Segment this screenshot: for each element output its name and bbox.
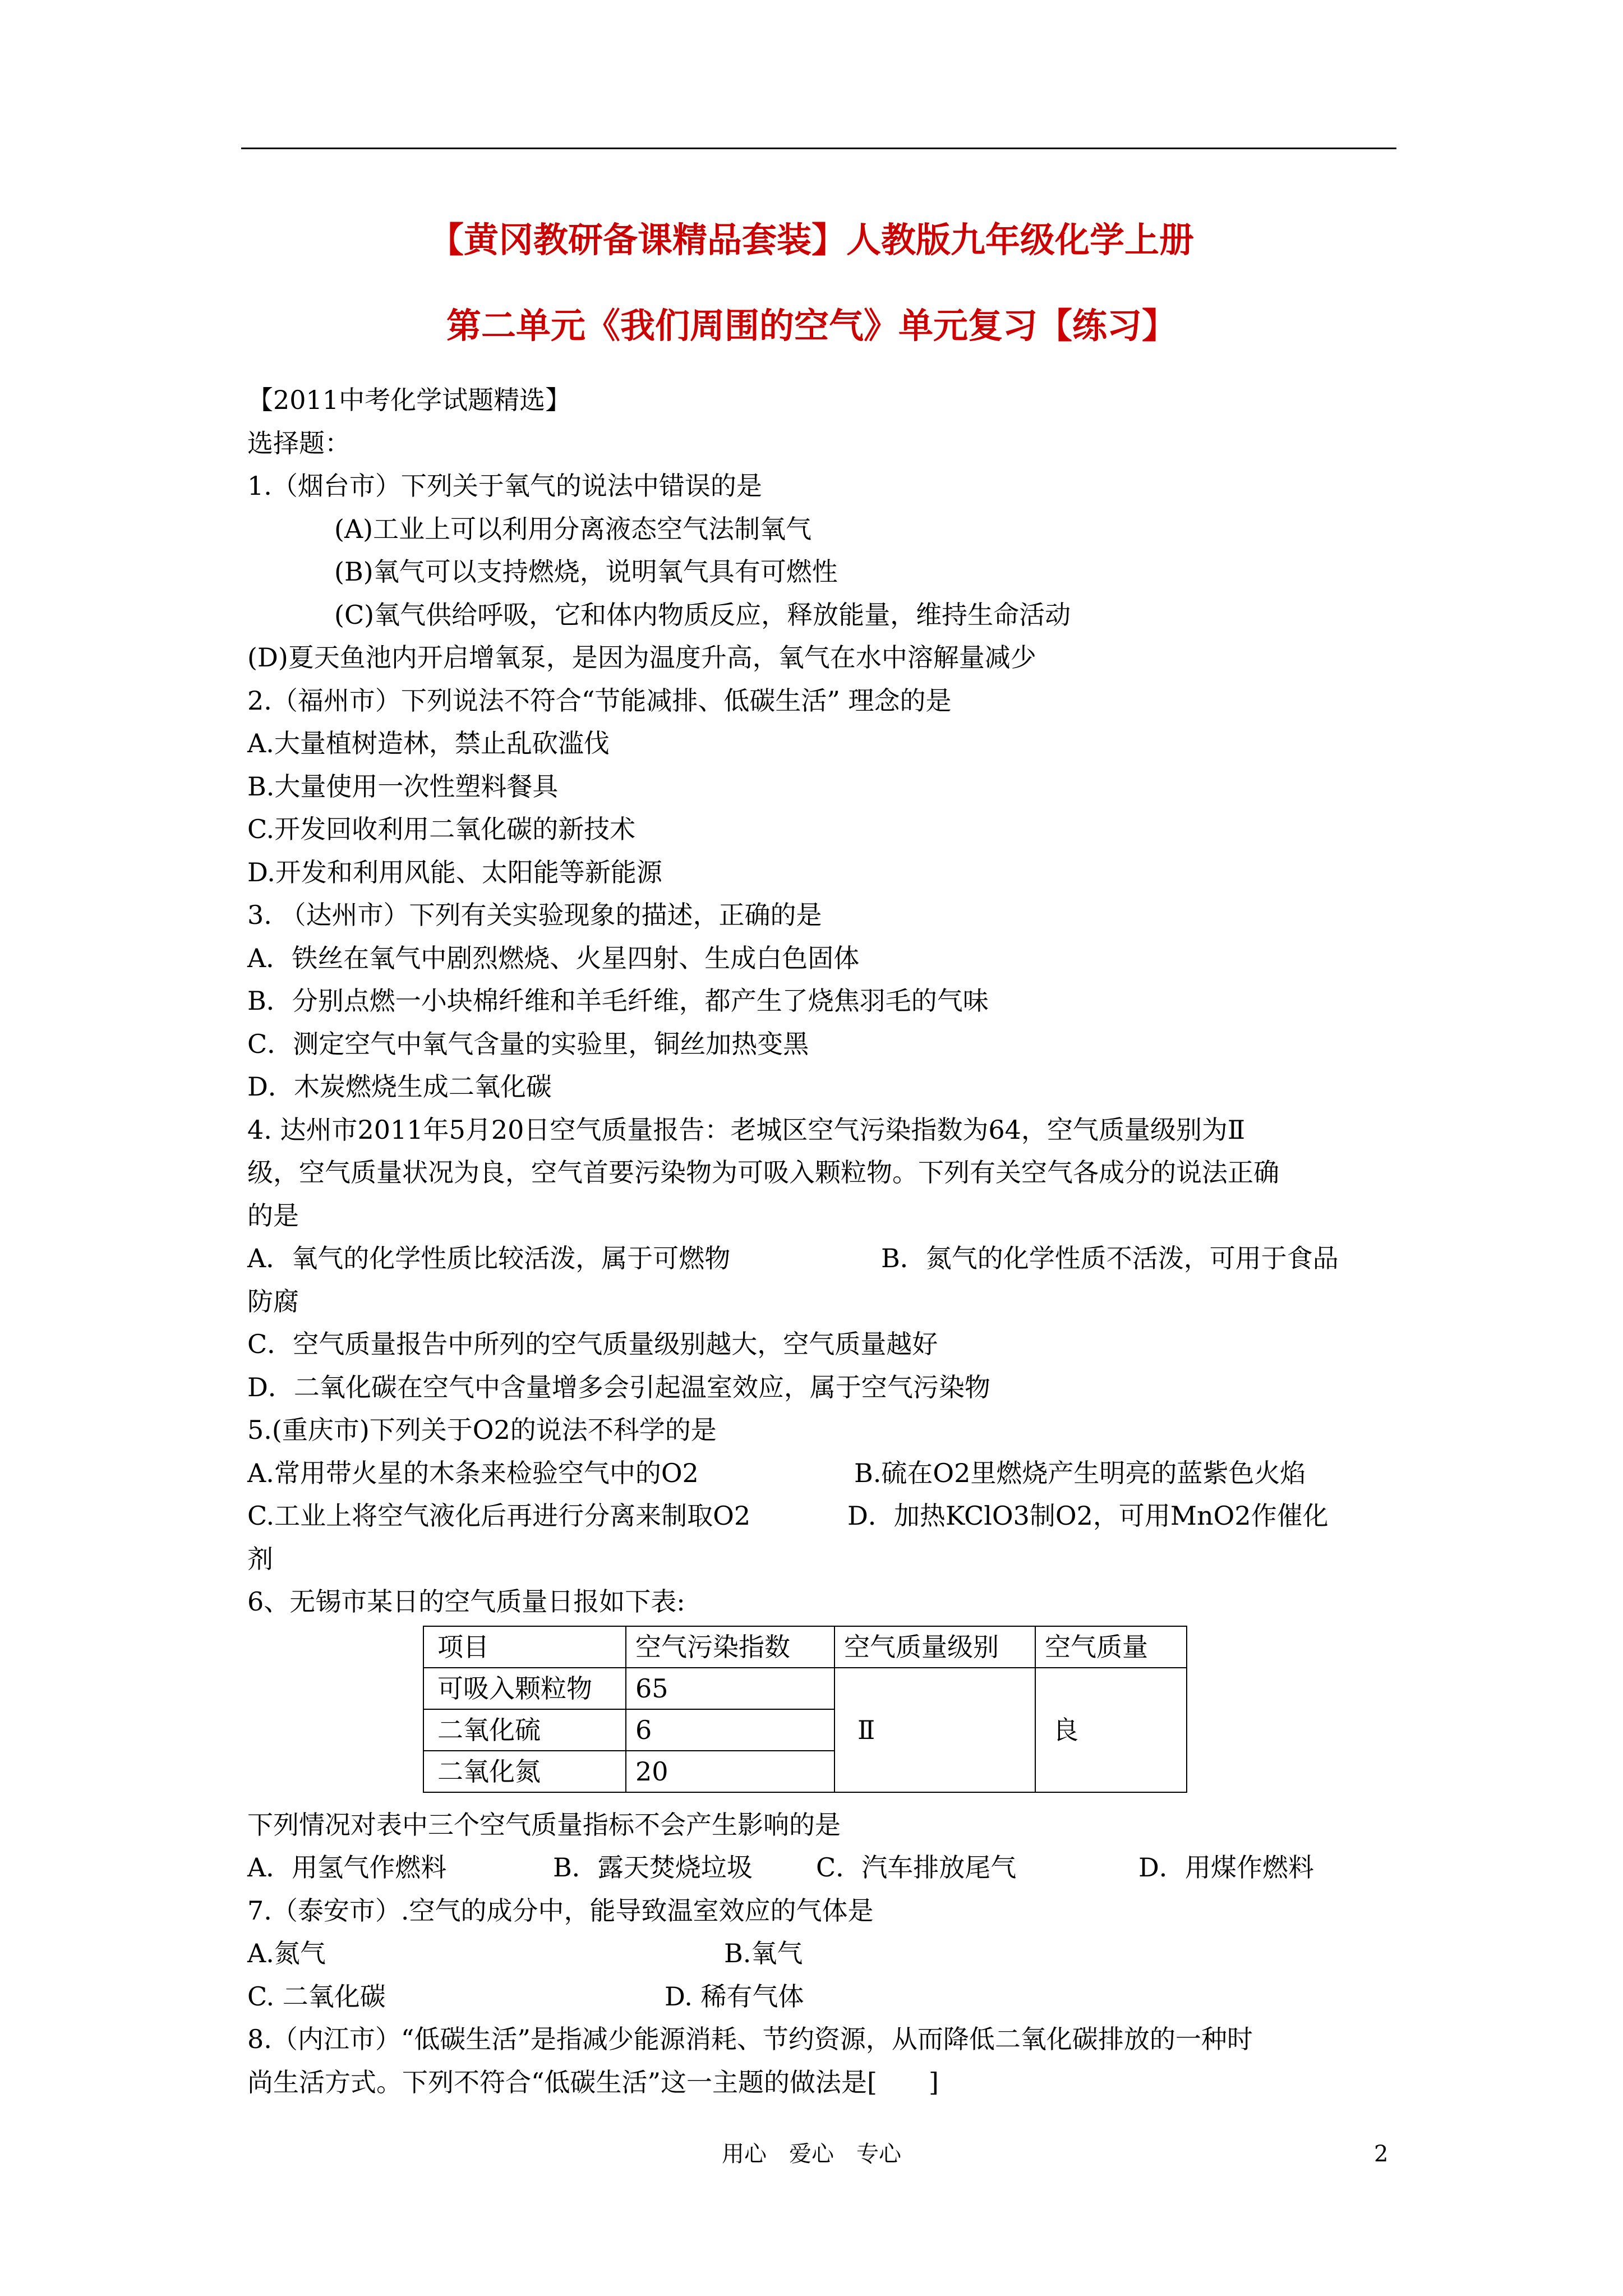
question-2-option-d: D.开发和利用风能、太阳能等新能源 — [247, 857, 662, 887]
question-6-option-b: B．露天焚烧垃圾 — [553, 1852, 753, 1883]
question-3-option-b: B．分别点燃一小块棉纤维和羊毛纤维，都产生了烧焦羽毛的气味 — [247, 986, 989, 1016]
question-5-option-d-continued: 剂 — [247, 1543, 273, 1574]
table-cell-quality: 良 — [1035, 1668, 1187, 1792]
table-header-cell: 项目 — [423, 1626, 626, 1668]
question-7-options-cd — [247, 1975, 1397, 2018]
document-body — [247, 379, 1397, 2104]
document-subtitle: 第二单元《我们周围的空气》单元复习【练习】 — [446, 305, 1177, 346]
question-4-option-a: A．氧气的化学性质比较活泼，属于可燃物 — [247, 1243, 731, 1273]
question-7-stem: 7.（泰安市）.空气的成分中，能导致温室效应的气体是 — [247, 1895, 874, 1926]
question-7-option-d: D. 稀有气体 — [665, 1981, 804, 2012]
table-cell-level: Ⅱ — [834, 1668, 1035, 1792]
question-8-stem-line-2: 尚生活方式。下列不符合“低碳生活”这一主题的做法是[ ] — [247, 2067, 939, 2097]
question-5-option-a: A.常用带火星的木条来检验空气中的O2 — [247, 1457, 699, 1488]
question-3-stem: 3. （达州市）下列有关实验现象的描述，正确的是 — [247, 900, 822, 930]
table-header-cell: 空气质量级别 — [834, 1626, 1035, 1668]
page-number: 2 — [1374, 2141, 1389, 2167]
question-1-option-b: (B)氧气可以支持燃烧，说明氧气具有可燃性 — [334, 556, 838, 587]
question-5-option-c: C.工业上将空气液化后再进行分离来制取O2 — [247, 1501, 751, 1531]
question-4-stem-line-3: 的是 — [247, 1200, 299, 1231]
table-cell-item: 可吸入颗粒物 — [423, 1668, 626, 1709]
question-8-stem-line-1: 8.（内江市）“低碳生活”是指减少能源消耗、节约资源，从而降低二氧化碳排放的一种时 — [247, 2024, 1253, 2054]
section-heading: 【2011中考化学试题精选】 — [247, 385, 571, 415]
question-1-option-c: (C)氧气供给呼吸，它和体内物质反应，释放能量，维持生命活动 — [334, 599, 1071, 630]
table-cell-index: 20 — [626, 1751, 834, 1792]
question-4-option-d: D．二氧化碳在空气中含量增多会引起温室效应，属于空气污染物 — [247, 1372, 990, 1402]
question-2-option-b: B.大量使用一次性塑料餐具 — [247, 771, 559, 802]
question-6-stem: 6、无锡市某日的空气质量日报如下表: — [247, 1586, 685, 1617]
question-5-options-cd — [247, 1494, 1397, 1538]
question-4-option-b-continued: 防腐 — [247, 1286, 299, 1317]
table-cell-index: 65 — [626, 1668, 834, 1709]
question-2-option-a: A.大量植树造林，禁止乱砍滥伐 — [247, 728, 610, 758]
question-7-option-a: A.氮气 — [247, 1938, 326, 1968]
question-type-label: 选择题： — [247, 427, 351, 458]
question-1-option-d: (D)夏天鱼池内开启增氧泵，是因为温度升高，氧气在水中溶解量减少 — [247, 642, 1036, 673]
air-quality-table — [423, 1626, 1187, 1793]
question-5-stem: 5.(重庆市)下列关于O2的说法不科学的是 — [247, 1415, 717, 1445]
question-6-follow-up: 下列情况对表中三个空气质量指标不会产生影响的是 — [247, 1809, 841, 1840]
question-7-options-ab — [247, 1932, 1397, 1975]
question-4-stem-line-2: 级，空气质量状况为良，空气首要污染物为可吸入颗粒物。下列有关空气各成分的说法正确 — [247, 1157, 1279, 1188]
question-4-options-ab — [247, 1237, 1397, 1280]
question-6-options — [247, 1846, 1397, 1889]
question-6-option-c: C．汽车排放尾气 — [816, 1852, 1017, 1883]
question-3-option-c: C．测定空气中氧气含量的实验里，铜丝加热变黑 — [247, 1028, 809, 1059]
question-2-option-c: C.开发回收利用二氧化碳的新技术 — [247, 814, 636, 844]
question-1-stem: 1.（烟台市）下列关于氧气的说法中错误的是 — [247, 471, 762, 501]
table-cell-item: 二氧化硫 — [423, 1709, 626, 1751]
air-quality-table-wrapper — [247, 1623, 1397, 1803]
question-5-options-ab — [247, 1452, 1397, 1495]
question-4-option-c: C．空气质量报告中所列的空气质量级别越大，空气质量越好 — [247, 1329, 938, 1359]
document-title: 【黄冈教研备课精品套装】人教版九年级化学上册 — [428, 219, 1194, 260]
question-4-option-b: B．氮气的化学性质不活泼，可用于食品 — [881, 1243, 1339, 1273]
table-cell-index: 6 — [626, 1709, 834, 1751]
question-5-option-d: D．加热KClO3制O2，可用MnO2作催化 — [847, 1501, 1329, 1531]
table-header-row — [423, 1626, 1187, 1668]
question-3-option-d: D．木炭燃烧生成二氧化碳 — [247, 1071, 552, 1102]
table-header-cell: 空气质量 — [1035, 1626, 1187, 1668]
question-7-option-c: C. 二氧化碳 — [247, 1981, 386, 2012]
table-header-cell: 空气污染指数 — [626, 1626, 834, 1668]
question-7-option-b: B.氧气 — [724, 1938, 803, 1968]
header-rule — [241, 148, 1396, 149]
table-row — [423, 1668, 1187, 1709]
question-4-stem-line-1: 4. 达州市2011年5月20日空气质量报告：老城区空气污染指数为64，空气质量级别为Ⅱ — [247, 1114, 1246, 1145]
question-3-option-a: A．铁丝在氧气中剧烈燃烧、火星四射、生成白色固体 — [247, 942, 860, 973]
table-cell-item: 二氧化氮 — [423, 1751, 626, 1792]
question-2-stem: 2.（福州市）下列说法不符合“节能减排、低碳生活” 理念的是 — [247, 685, 952, 716]
footer-motto: 用心 爱心 专心 — [722, 2141, 901, 2167]
question-6-option-a: A．用氢气作燃料 — [247, 1852, 447, 1883]
question-6-option-d: D．用煤作燃料 — [1138, 1852, 1314, 1883]
question-5-option-b: B.硫在O2里燃烧产生明亮的蓝紫色火焰 — [854, 1457, 1306, 1488]
question-1-option-a: (A)工业上可以利用分离液态空气法制氧气 — [334, 513, 812, 544]
